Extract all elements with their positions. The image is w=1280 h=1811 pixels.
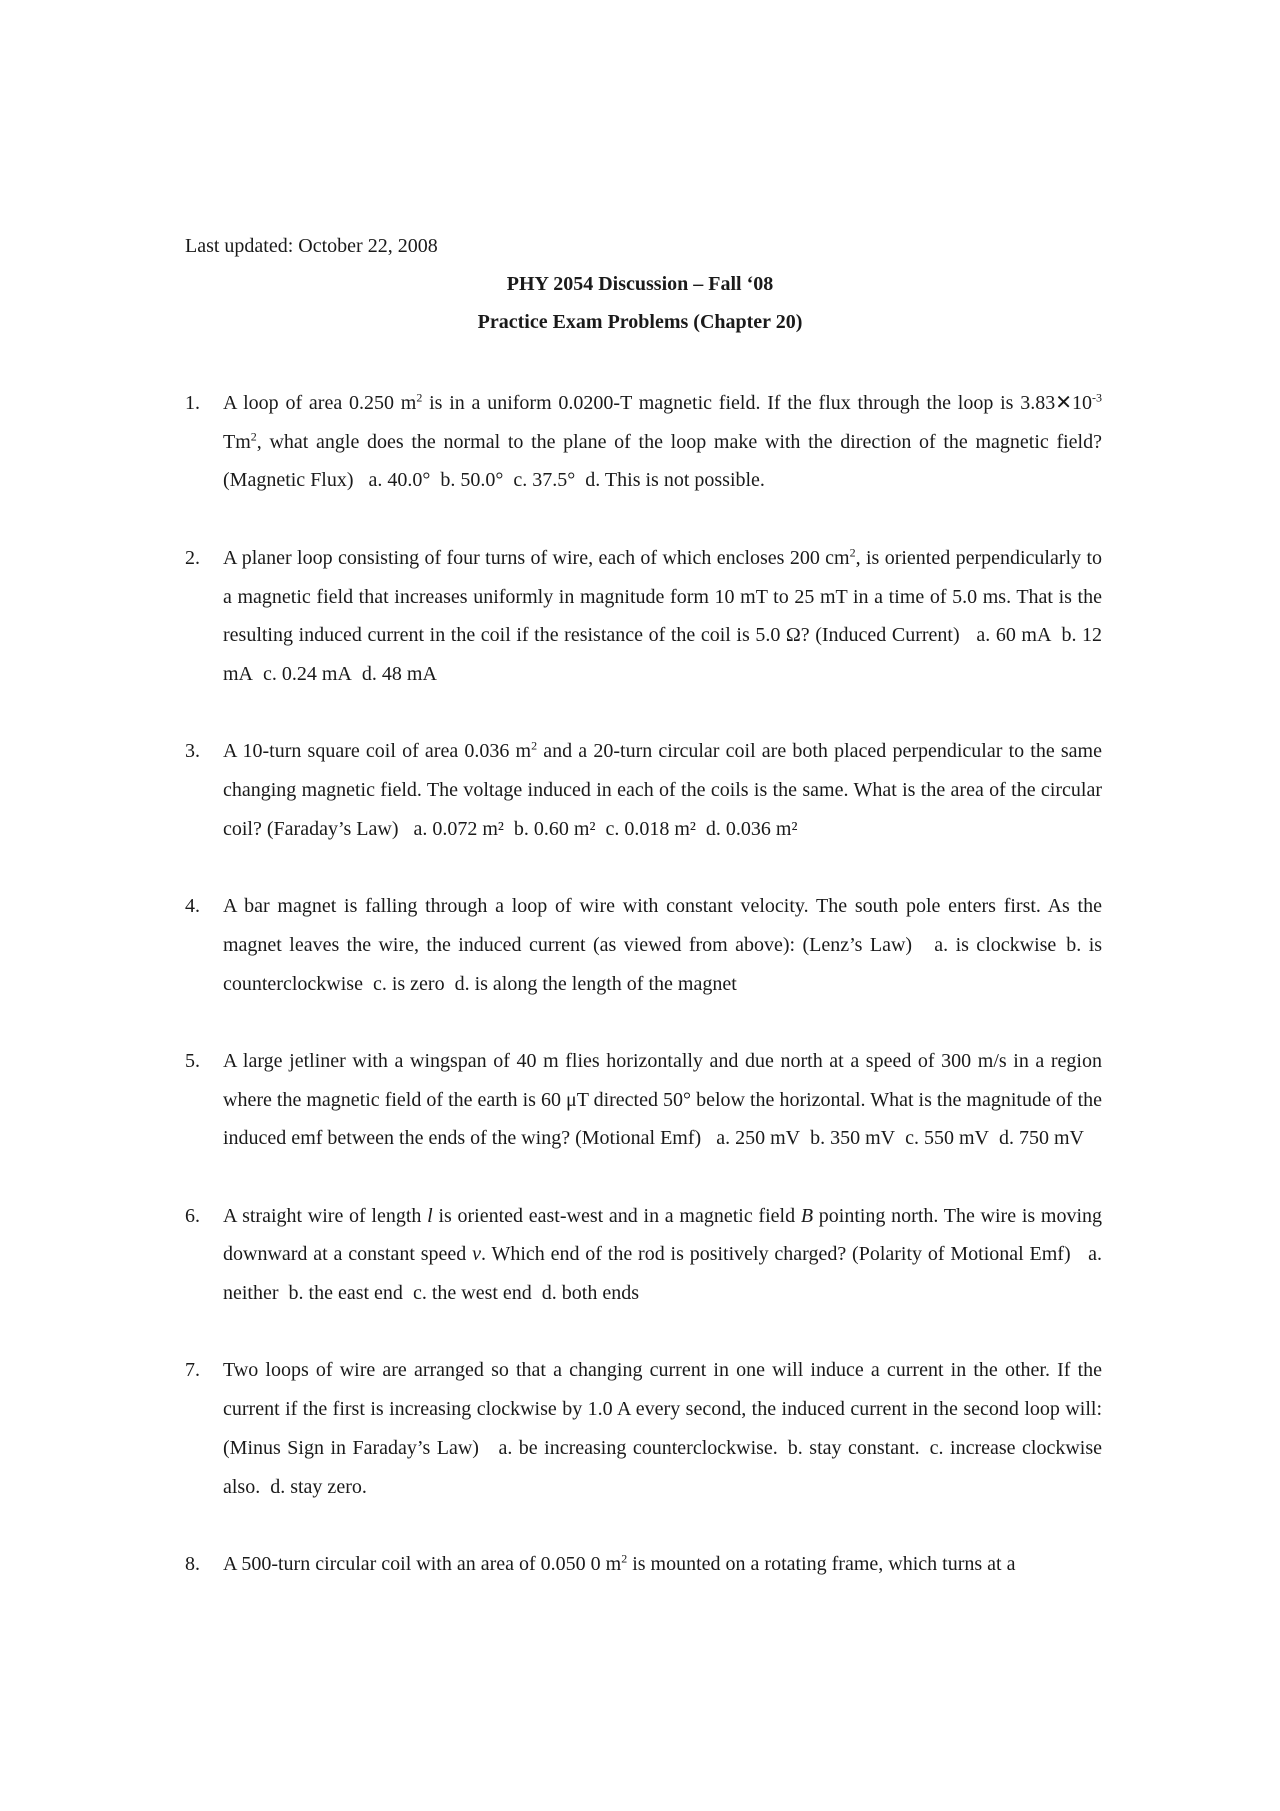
problem-text: A large jetliner with a wingspan of 40 m flies horizontally and due north at a speed of 300 m/s in a region where the magnetic field of the earth is 60 μT directed 50° below the horizontal. What is the magnitude of the induced emf between the ends of the wing? (Motional Emf) — [223, 1049, 1102, 1150]
option-b: b. stay constant. — [787, 1436, 920, 1459]
problem-text: A 10-turn square coil of area 0.036 $m^2$ and a 20-turn circular coil are both placed perpendicular to the same changing magnetic field. The voltage induced in each of the coils is the same. What is the area of the circular coil? (Faraday’s Law) — [223, 738, 1102, 840]
problem-1 — [185, 384, 1102, 500]
answer-options — [706, 1127, 1094, 1149]
last-updated-line: Last updated: October 22, 2008 — [185, 235, 438, 257]
problem-6 — [185, 1197, 1102, 1313]
problem-text: Two loops of wire are arranged so that a changing current in one will induce a current in the other. If the current if the first is increasing clockwise by 1.0 A every second, the induced current in the second loop will: (Minus Sign in Faraday’s Law) — [223, 1359, 1102, 1459]
document-subtitle: Practice Exam Problems (Chapter 20) — [477, 311, 803, 333]
option-c: c. 0.018 m² — [605, 817, 696, 840]
document-title: PHY 2054 Discussion – Fall ‘08 — [506, 273, 774, 295]
option-d: d. stay zero. — [270, 1475, 367, 1498]
option-a: a. 60 mA — [976, 624, 1052, 647]
option-a: a. 0.072 m² — [413, 817, 504, 840]
option-b: b. 0.60 m² — [513, 817, 596, 840]
answer-options — [403, 818, 807, 840]
option-c: c. increase clockwise also. — [223, 1436, 1102, 1498]
problem-number: 4. — [185, 895, 200, 918]
option-c: c. 550 mV — [905, 1127, 989, 1150]
option-c: c. 37.5° — [513, 469, 576, 492]
problem-8 — [185, 1545, 1102, 1584]
problem-list — [185, 384, 1102, 1622]
option-a: a. is clockwise — [934, 933, 1057, 956]
option-c: c. is zero — [372, 972, 445, 995]
option-b: b. 50.0° — [440, 469, 504, 492]
option-b: b. 12 mA — [223, 624, 1103, 685]
option-d: d. This is not possible. — [585, 469, 765, 492]
problem-7 — [185, 1351, 1102, 1506]
option-c: c. 0.24 mA — [263, 662, 352, 685]
option-b: b. the east end — [288, 1282, 403, 1305]
problem-3 — [185, 732, 1102, 848]
answer-options — [359, 469, 775, 491]
problem-number: 7. — [185, 1359, 200, 1382]
problem-5 — [185, 1042, 1102, 1158]
problem-text: A straight wire of length l is oriented east-west and in a magnetic field B pointing north. The wire is moving downward at a constant speed v. Which end of the rod is positively charged? (Polarity of Motional Emf) — [223, 1204, 1102, 1266]
option-a: a. 40.0° — [368, 469, 431, 492]
option-b: b. is counterclockwise — [223, 933, 1103, 995]
problem-text: A bar magnet is falling through a loop of wire with constant velocity. The south pole enters first. As the magnet leaves the wire, the induced current (as viewed from above): (Lenz’s Law) — [223, 895, 1102, 956]
option-d: d. 0.036 m² — [705, 817, 798, 840]
problem-number: 8. — [185, 1552, 200, 1575]
option-d: d. both ends — [541, 1282, 640, 1305]
problem-text: A loop of area 0.250 $m^2$ is in a uniform 0.0200-T magnetic field. If the flux through the loop is $3.83✕10^{-3}$ Tm$^2$, what angle does the normal to the plane of the loop make with the direction of the magnetic field? (Magnetic Flux) — [223, 390, 1102, 492]
option-a: a. be increasing counterclockwise. — [498, 1436, 778, 1459]
problem-number: 2. — [185, 546, 200, 569]
problem-number: 6. — [185, 1204, 200, 1227]
option-d: d. is along the length of the magnet — [454, 972, 737, 995]
option-c: c. the west end — [412, 1282, 532, 1305]
problem-2 — [185, 539, 1102, 694]
problem-number: 5. — [185, 1049, 200, 1072]
problem-number: 3. — [185, 740, 200, 763]
option-a: a. 250 mV — [716, 1127, 801, 1150]
option-a: a. neither — [223, 1243, 1103, 1305]
problem-text: A 500-turn circular coil with an area of 0.050 0 $m^2$ is mounted on a rotating frame, which turns at a — [223, 1551, 1016, 1575]
option-d: d. 48 mA — [361, 662, 437, 685]
problem-number: 1. — [185, 392, 200, 414]
option-d: d. 750 mV — [998, 1127, 1084, 1150]
problem-text: A planer loop consisting of four turns of wire, each of which encloses 200 $cm^2$, is oriented perpendicularly to a magnetic field that increases uniformly in magnitude form 10 mT to 25 mT in a time of 5.0 ms. That is the resulting induced current in the coil if the resistance of the coil is 5.0 Ω? (Induced Current) — [223, 545, 1103, 647]
problem-4 — [185, 887, 1102, 1003]
option-b: b. 350 mV — [810, 1127, 896, 1150]
